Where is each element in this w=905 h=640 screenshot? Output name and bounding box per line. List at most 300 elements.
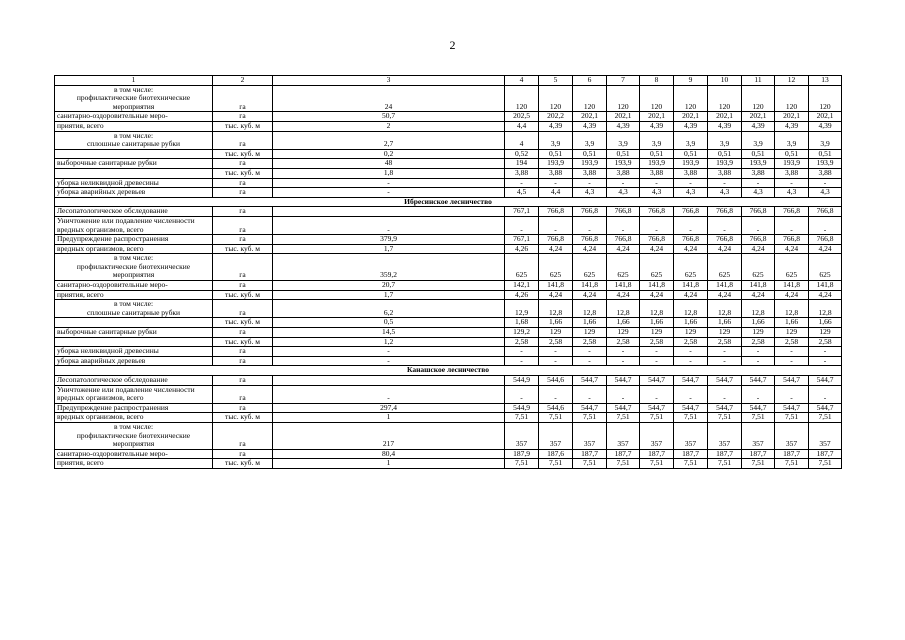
- value-cell: 12,8: [674, 300, 708, 318]
- value-cell: 4,39: [607, 121, 640, 131]
- value-cell: 4,3: [742, 188, 775, 198]
- value-cell: 193,9: [708, 159, 742, 169]
- indicator-name: Уничтожение или подавление численности вредных организмов, всего: [55, 216, 213, 234]
- value-cell: 625: [505, 254, 539, 281]
- total-cell: 2,7: [273, 131, 505, 149]
- value-cell: -: [539, 216, 573, 234]
- total-cell: 1: [273, 413, 505, 423]
- value-cell: 544,7: [674, 376, 708, 386]
- table-row: [55, 385, 842, 403]
- total-cell: 297,4: [273, 403, 505, 413]
- value-cell: -: [674, 356, 708, 366]
- header-cell: 8: [640, 76, 674, 86]
- value-cell: 3,88: [742, 168, 775, 178]
- value-cell: 4,24: [708, 290, 742, 300]
- value-cell: 625: [640, 254, 674, 281]
- value-cell: 544,7: [607, 376, 640, 386]
- table-row: [55, 235, 842, 245]
- value-cell: 202,1: [607, 112, 640, 122]
- value-cell: 4,24: [607, 290, 640, 300]
- total-cell: 217: [273, 422, 505, 449]
- table-row: [55, 300, 842, 318]
- table-row: [55, 328, 842, 338]
- value-cell: -: [640, 356, 674, 366]
- value-cell: 3,9: [573, 131, 607, 149]
- value-cell: 544,7: [640, 403, 674, 413]
- total-cell: 50,7: [273, 112, 505, 122]
- value-cell: 129: [742, 328, 775, 338]
- value-cell: -: [539, 385, 573, 403]
- indicator-name: выборочные санитарные рубки: [55, 328, 213, 338]
- value-cell: 187,7: [640, 449, 674, 459]
- header-cell: 9: [674, 76, 708, 86]
- value-cell: 767,1: [505, 207, 539, 217]
- value-cell: 2,58: [640, 337, 674, 347]
- value-cell: 766,8: [742, 207, 775, 217]
- value-cell: -: [640, 385, 674, 403]
- value-cell: 4,24: [809, 244, 842, 254]
- value-cell: -: [607, 356, 640, 366]
- total-cell: 48: [273, 159, 505, 169]
- unit-cell: га: [213, 356, 273, 366]
- value-cell: 187,7: [708, 449, 742, 459]
- total-cell: 24: [273, 85, 505, 112]
- value-cell: -: [573, 347, 607, 357]
- value-cell: -: [775, 178, 809, 188]
- value-cell: 3,88: [607, 168, 640, 178]
- value-cell: 625: [607, 254, 640, 281]
- unit-cell: га: [213, 254, 273, 281]
- unit-cell: га: [213, 85, 273, 112]
- total-cell: 1: [273, 459, 505, 469]
- indicator-name: в том числе: профилактические биотехнические мероприятия: [55, 85, 213, 112]
- value-cell: 141,8: [573, 281, 607, 291]
- value-cell: 544,6: [539, 403, 573, 413]
- value-cell: 3,88: [573, 168, 607, 178]
- value-cell: -: [573, 385, 607, 403]
- value-cell: 12,8: [640, 300, 674, 318]
- value-cell: 0,51: [708, 149, 742, 159]
- table-row: [55, 178, 842, 188]
- table-row: [55, 131, 842, 149]
- value-cell: 7,51: [775, 459, 809, 469]
- value-cell: 7,51: [539, 413, 573, 423]
- value-cell: 7,51: [573, 413, 607, 423]
- unit-cell: га: [213, 281, 273, 291]
- value-cell: 187,7: [573, 449, 607, 459]
- indicator-name: Лесопатологическое обследование: [55, 376, 213, 386]
- value-cell: 4,24: [640, 290, 674, 300]
- value-cell: 7,51: [607, 459, 640, 469]
- indicator-name: приятия, всего: [55, 290, 213, 300]
- total-cell: 1,7: [273, 244, 505, 254]
- value-cell: 766,8: [809, 207, 842, 217]
- value-cell: 544,6: [539, 376, 573, 386]
- unit-cell: тыс. куб. м: [213, 121, 273, 131]
- value-cell: 187,7: [674, 449, 708, 459]
- table-row: [55, 376, 842, 386]
- value-cell: 4,39: [539, 121, 573, 131]
- value-cell: -: [775, 216, 809, 234]
- value-cell: -: [809, 216, 842, 234]
- total-cell: 80,4: [273, 449, 505, 459]
- value-cell: 4,26: [505, 244, 539, 254]
- value-cell: 1,66: [775, 318, 809, 328]
- value-cell: 544,9: [505, 403, 539, 413]
- unit-cell: тыс. куб. м: [213, 290, 273, 300]
- value-cell: 1,68: [505, 318, 539, 328]
- unit-cell: га: [213, 449, 273, 459]
- value-cell: 766,8: [742, 235, 775, 245]
- value-cell: 120: [742, 85, 775, 112]
- value-cell: 187,9: [505, 449, 539, 459]
- value-cell: 120: [775, 85, 809, 112]
- table-row: [55, 216, 842, 234]
- value-cell: -: [708, 178, 742, 188]
- value-cell: 12,8: [708, 300, 742, 318]
- value-cell: 187,7: [775, 449, 809, 459]
- value-cell: 4,39: [742, 121, 775, 131]
- value-cell: -: [809, 385, 842, 403]
- value-cell: 766,8: [573, 235, 607, 245]
- value-cell: 0,51: [742, 149, 775, 159]
- value-cell: 7,51: [775, 413, 809, 423]
- indicator-name: [55, 337, 213, 347]
- value-cell: 544,7: [809, 376, 842, 386]
- value-cell: 193,9: [742, 159, 775, 169]
- value-cell: -: [539, 356, 573, 366]
- value-cell: -: [674, 347, 708, 357]
- value-cell: 7,51: [505, 459, 539, 469]
- value-cell: 187,7: [809, 449, 842, 459]
- unit-cell: га: [213, 328, 273, 338]
- value-cell: 2,58: [742, 337, 775, 347]
- value-cell: 357: [640, 422, 674, 449]
- value-cell: -: [742, 178, 775, 188]
- value-cell: -: [573, 216, 607, 234]
- value-cell: -: [539, 347, 573, 357]
- value-cell: 2,58: [505, 337, 539, 347]
- value-cell: -: [775, 347, 809, 357]
- value-cell: -: [809, 178, 842, 188]
- indicator-name: [55, 318, 213, 328]
- value-cell: -: [775, 385, 809, 403]
- total-cell: 6,2: [273, 300, 505, 318]
- unit-cell: тыс. куб. м: [213, 413, 273, 423]
- value-cell: 4,4: [505, 121, 539, 131]
- total-cell: -: [273, 385, 505, 403]
- value-cell: 4,24: [708, 244, 742, 254]
- value-cell: -: [674, 178, 708, 188]
- value-cell: 1,66: [607, 318, 640, 328]
- value-cell: 0,51: [674, 149, 708, 159]
- value-cell: -: [505, 178, 539, 188]
- table-row: [55, 459, 842, 469]
- value-cell: -: [775, 356, 809, 366]
- value-cell: 0,51: [573, 149, 607, 159]
- value-cell: 12,8: [573, 300, 607, 318]
- value-cell: 3,9: [775, 131, 809, 149]
- value-cell: 3,9: [539, 131, 573, 149]
- indicator-name: [55, 168, 213, 178]
- value-cell: 4,24: [640, 244, 674, 254]
- value-cell: 129: [809, 328, 842, 338]
- total-cell: [273, 207, 505, 217]
- value-cell: 4,24: [775, 290, 809, 300]
- value-cell: -: [742, 216, 775, 234]
- value-cell: 4,3: [674, 188, 708, 198]
- section-title: Канашское лесничество: [55, 366, 842, 376]
- value-cell: -: [607, 178, 640, 188]
- unit-cell: га: [213, 385, 273, 403]
- value-cell: -: [640, 216, 674, 234]
- value-cell: 129: [775, 328, 809, 338]
- value-cell: 193,9: [640, 159, 674, 169]
- value-cell: -: [640, 347, 674, 357]
- value-cell: 1,66: [640, 318, 674, 328]
- indicator-name: приятия, всего: [55, 459, 213, 469]
- indicator-name: санитарно-оздоровительные меро-: [55, 281, 213, 291]
- value-cell: 544,7: [708, 403, 742, 413]
- value-cell: -: [809, 347, 842, 357]
- value-cell: 3,9: [674, 131, 708, 149]
- indicator-name: [55, 149, 213, 159]
- value-cell: 129: [640, 328, 674, 338]
- value-cell: 4,3: [775, 188, 809, 198]
- value-cell: 766,8: [539, 207, 573, 217]
- table-row: [55, 168, 842, 178]
- value-cell: 0,51: [539, 149, 573, 159]
- value-cell: 0,51: [809, 149, 842, 159]
- value-cell: 2,58: [573, 337, 607, 347]
- value-cell: -: [708, 347, 742, 357]
- section-title: Ибресинское лесничество: [55, 197, 842, 207]
- total-cell: -: [273, 356, 505, 366]
- value-cell: -: [505, 356, 539, 366]
- table-row: [55, 188, 842, 198]
- total-cell: 0,5: [273, 318, 505, 328]
- header-cell: 6: [573, 76, 607, 86]
- header-cell: 10: [708, 76, 742, 86]
- unit-cell: га: [213, 207, 273, 217]
- value-cell: 544,7: [775, 376, 809, 386]
- value-cell: 2,58: [607, 337, 640, 347]
- value-cell: 766,8: [607, 207, 640, 217]
- header-cell: 5: [539, 76, 573, 86]
- table-row: [55, 112, 842, 122]
- value-cell: -: [809, 356, 842, 366]
- total-cell: 14,5: [273, 328, 505, 338]
- value-cell: 4,24: [573, 290, 607, 300]
- value-cell: 202,1: [742, 112, 775, 122]
- value-cell: 187,7: [742, 449, 775, 459]
- indicator-name: в том числе: профилактические биотехнические мероприятия: [55, 254, 213, 281]
- page-number: 2: [449, 38, 456, 52]
- table-row: [55, 85, 842, 112]
- value-cell: 544,7: [742, 403, 775, 413]
- value-cell: 4,24: [607, 244, 640, 254]
- value-cell: 4,24: [674, 290, 708, 300]
- value-cell: 4,39: [708, 121, 742, 131]
- value-cell: -: [742, 385, 775, 403]
- value-cell: 766,8: [640, 235, 674, 245]
- indicator-name: уборка неликвидной древесины: [55, 347, 213, 357]
- value-cell: -: [742, 356, 775, 366]
- value-cell: 544,7: [573, 403, 607, 413]
- value-cell: 766,8: [539, 235, 573, 245]
- unit-cell: га: [213, 216, 273, 234]
- unit-cell: га: [213, 178, 273, 188]
- value-cell: 7,51: [505, 413, 539, 423]
- value-cell: 766,8: [775, 207, 809, 217]
- value-cell: 4,24: [742, 290, 775, 300]
- value-cell: 1,66: [708, 318, 742, 328]
- value-cell: 7,51: [742, 413, 775, 423]
- unit-cell: га: [213, 131, 273, 149]
- value-cell: 7,51: [742, 459, 775, 469]
- value-cell: 4,3: [809, 188, 842, 198]
- header-cell: 2: [213, 76, 273, 86]
- value-cell: 357: [505, 422, 539, 449]
- value-cell: 3,9: [742, 131, 775, 149]
- total-cell: 2: [273, 121, 505, 131]
- value-cell: 357: [539, 422, 573, 449]
- value-cell: 193,9: [809, 159, 842, 169]
- value-cell: 4,3: [607, 188, 640, 198]
- header-cell: 7: [607, 76, 640, 86]
- value-cell: 120: [708, 85, 742, 112]
- value-cell: 12,8: [742, 300, 775, 318]
- value-cell: 4,39: [674, 121, 708, 131]
- value-cell: 625: [809, 254, 842, 281]
- value-cell: 357: [573, 422, 607, 449]
- value-cell: 4,39: [809, 121, 842, 131]
- value-cell: 544,7: [742, 376, 775, 386]
- value-cell: -: [674, 216, 708, 234]
- value-cell: 0,51: [640, 149, 674, 159]
- table-row: [55, 121, 842, 131]
- value-cell: 12,8: [809, 300, 842, 318]
- value-cell: 3,88: [674, 168, 708, 178]
- value-cell: 2,58: [708, 337, 742, 347]
- value-cell: 120: [640, 85, 674, 112]
- value-cell: 0,51: [775, 149, 809, 159]
- table-row: [55, 403, 842, 413]
- indicator-name: уборка аварийных деревьев: [55, 356, 213, 366]
- unit-cell: тыс. куб. м: [213, 149, 273, 159]
- value-cell: 194: [505, 159, 539, 169]
- header-cell: 4: [505, 76, 539, 86]
- value-cell: 4,24: [539, 290, 573, 300]
- indicator-name: выборочные санитарные рубки: [55, 159, 213, 169]
- value-cell: 544,9: [505, 376, 539, 386]
- value-cell: 767,1: [505, 235, 539, 245]
- value-cell: 357: [775, 422, 809, 449]
- table-row: [55, 347, 842, 357]
- value-cell: 12,8: [539, 300, 573, 318]
- value-cell: -: [505, 385, 539, 403]
- value-cell: 625: [742, 254, 775, 281]
- value-cell: 7,51: [674, 413, 708, 423]
- table-row: [55, 149, 842, 159]
- unit-cell: га: [213, 347, 273, 357]
- value-cell: 141,8: [809, 281, 842, 291]
- value-cell: -: [573, 356, 607, 366]
- value-cell: 1,66: [573, 318, 607, 328]
- value-cell: 625: [708, 254, 742, 281]
- header-cell: 12: [775, 76, 809, 86]
- forest-protection-table: [54, 75, 842, 469]
- value-cell: 141,8: [640, 281, 674, 291]
- value-cell: -: [607, 385, 640, 403]
- unit-cell: га: [213, 403, 273, 413]
- value-cell: 193,9: [573, 159, 607, 169]
- value-cell: 129: [708, 328, 742, 338]
- value-cell: 766,8: [708, 235, 742, 245]
- unit-cell: тыс. куб. м: [213, 168, 273, 178]
- value-cell: 357: [607, 422, 640, 449]
- value-cell: 4,24: [539, 244, 573, 254]
- value-cell: 141,8: [775, 281, 809, 291]
- indicator-name: санитарно-оздоровительные меро-: [55, 112, 213, 122]
- value-cell: 141,8: [708, 281, 742, 291]
- value-cell: 625: [539, 254, 573, 281]
- value-cell: -: [708, 356, 742, 366]
- indicator-name: приятия, всего: [55, 121, 213, 131]
- value-cell: 141,8: [742, 281, 775, 291]
- value-cell: -: [640, 178, 674, 188]
- value-cell: 766,8: [573, 207, 607, 217]
- value-cell: 766,8: [640, 207, 674, 217]
- value-cell: -: [607, 347, 640, 357]
- value-cell: 7,51: [708, 413, 742, 423]
- value-cell: 1,66: [674, 318, 708, 328]
- value-cell: 7,51: [708, 459, 742, 469]
- value-cell: 4,24: [674, 244, 708, 254]
- total-cell: -: [273, 347, 505, 357]
- value-cell: 12,9: [505, 300, 539, 318]
- total-cell: 0,2: [273, 149, 505, 159]
- value-cell: 7,51: [640, 413, 674, 423]
- value-cell: -: [674, 385, 708, 403]
- value-cell: 2,58: [539, 337, 573, 347]
- unit-cell: га: [213, 235, 273, 245]
- table-row: [55, 244, 842, 254]
- value-cell: 3,9: [607, 131, 640, 149]
- value-cell: 4,3: [708, 188, 742, 198]
- section-row: [55, 366, 842, 376]
- value-cell: 766,8: [607, 235, 640, 245]
- table-row: [55, 281, 842, 291]
- value-cell: 202,1: [674, 112, 708, 122]
- table-row: [55, 159, 842, 169]
- value-cell: 120: [573, 85, 607, 112]
- value-cell: 7,51: [607, 413, 640, 423]
- value-cell: 1,66: [539, 318, 573, 328]
- total-cell: 20,7: [273, 281, 505, 291]
- value-cell: 357: [809, 422, 842, 449]
- indicator-name: вредных организмов, всего: [55, 244, 213, 254]
- unit-cell: тыс. куб. м: [213, 244, 273, 254]
- value-cell: 129: [607, 328, 640, 338]
- value-cell: 544,7: [708, 376, 742, 386]
- value-cell: 625: [674, 254, 708, 281]
- value-cell: 129: [539, 328, 573, 338]
- value-cell: 357: [674, 422, 708, 449]
- value-cell: 1,66: [809, 318, 842, 328]
- value-cell: 766,8: [708, 207, 742, 217]
- total-cell: 379,9: [273, 235, 505, 245]
